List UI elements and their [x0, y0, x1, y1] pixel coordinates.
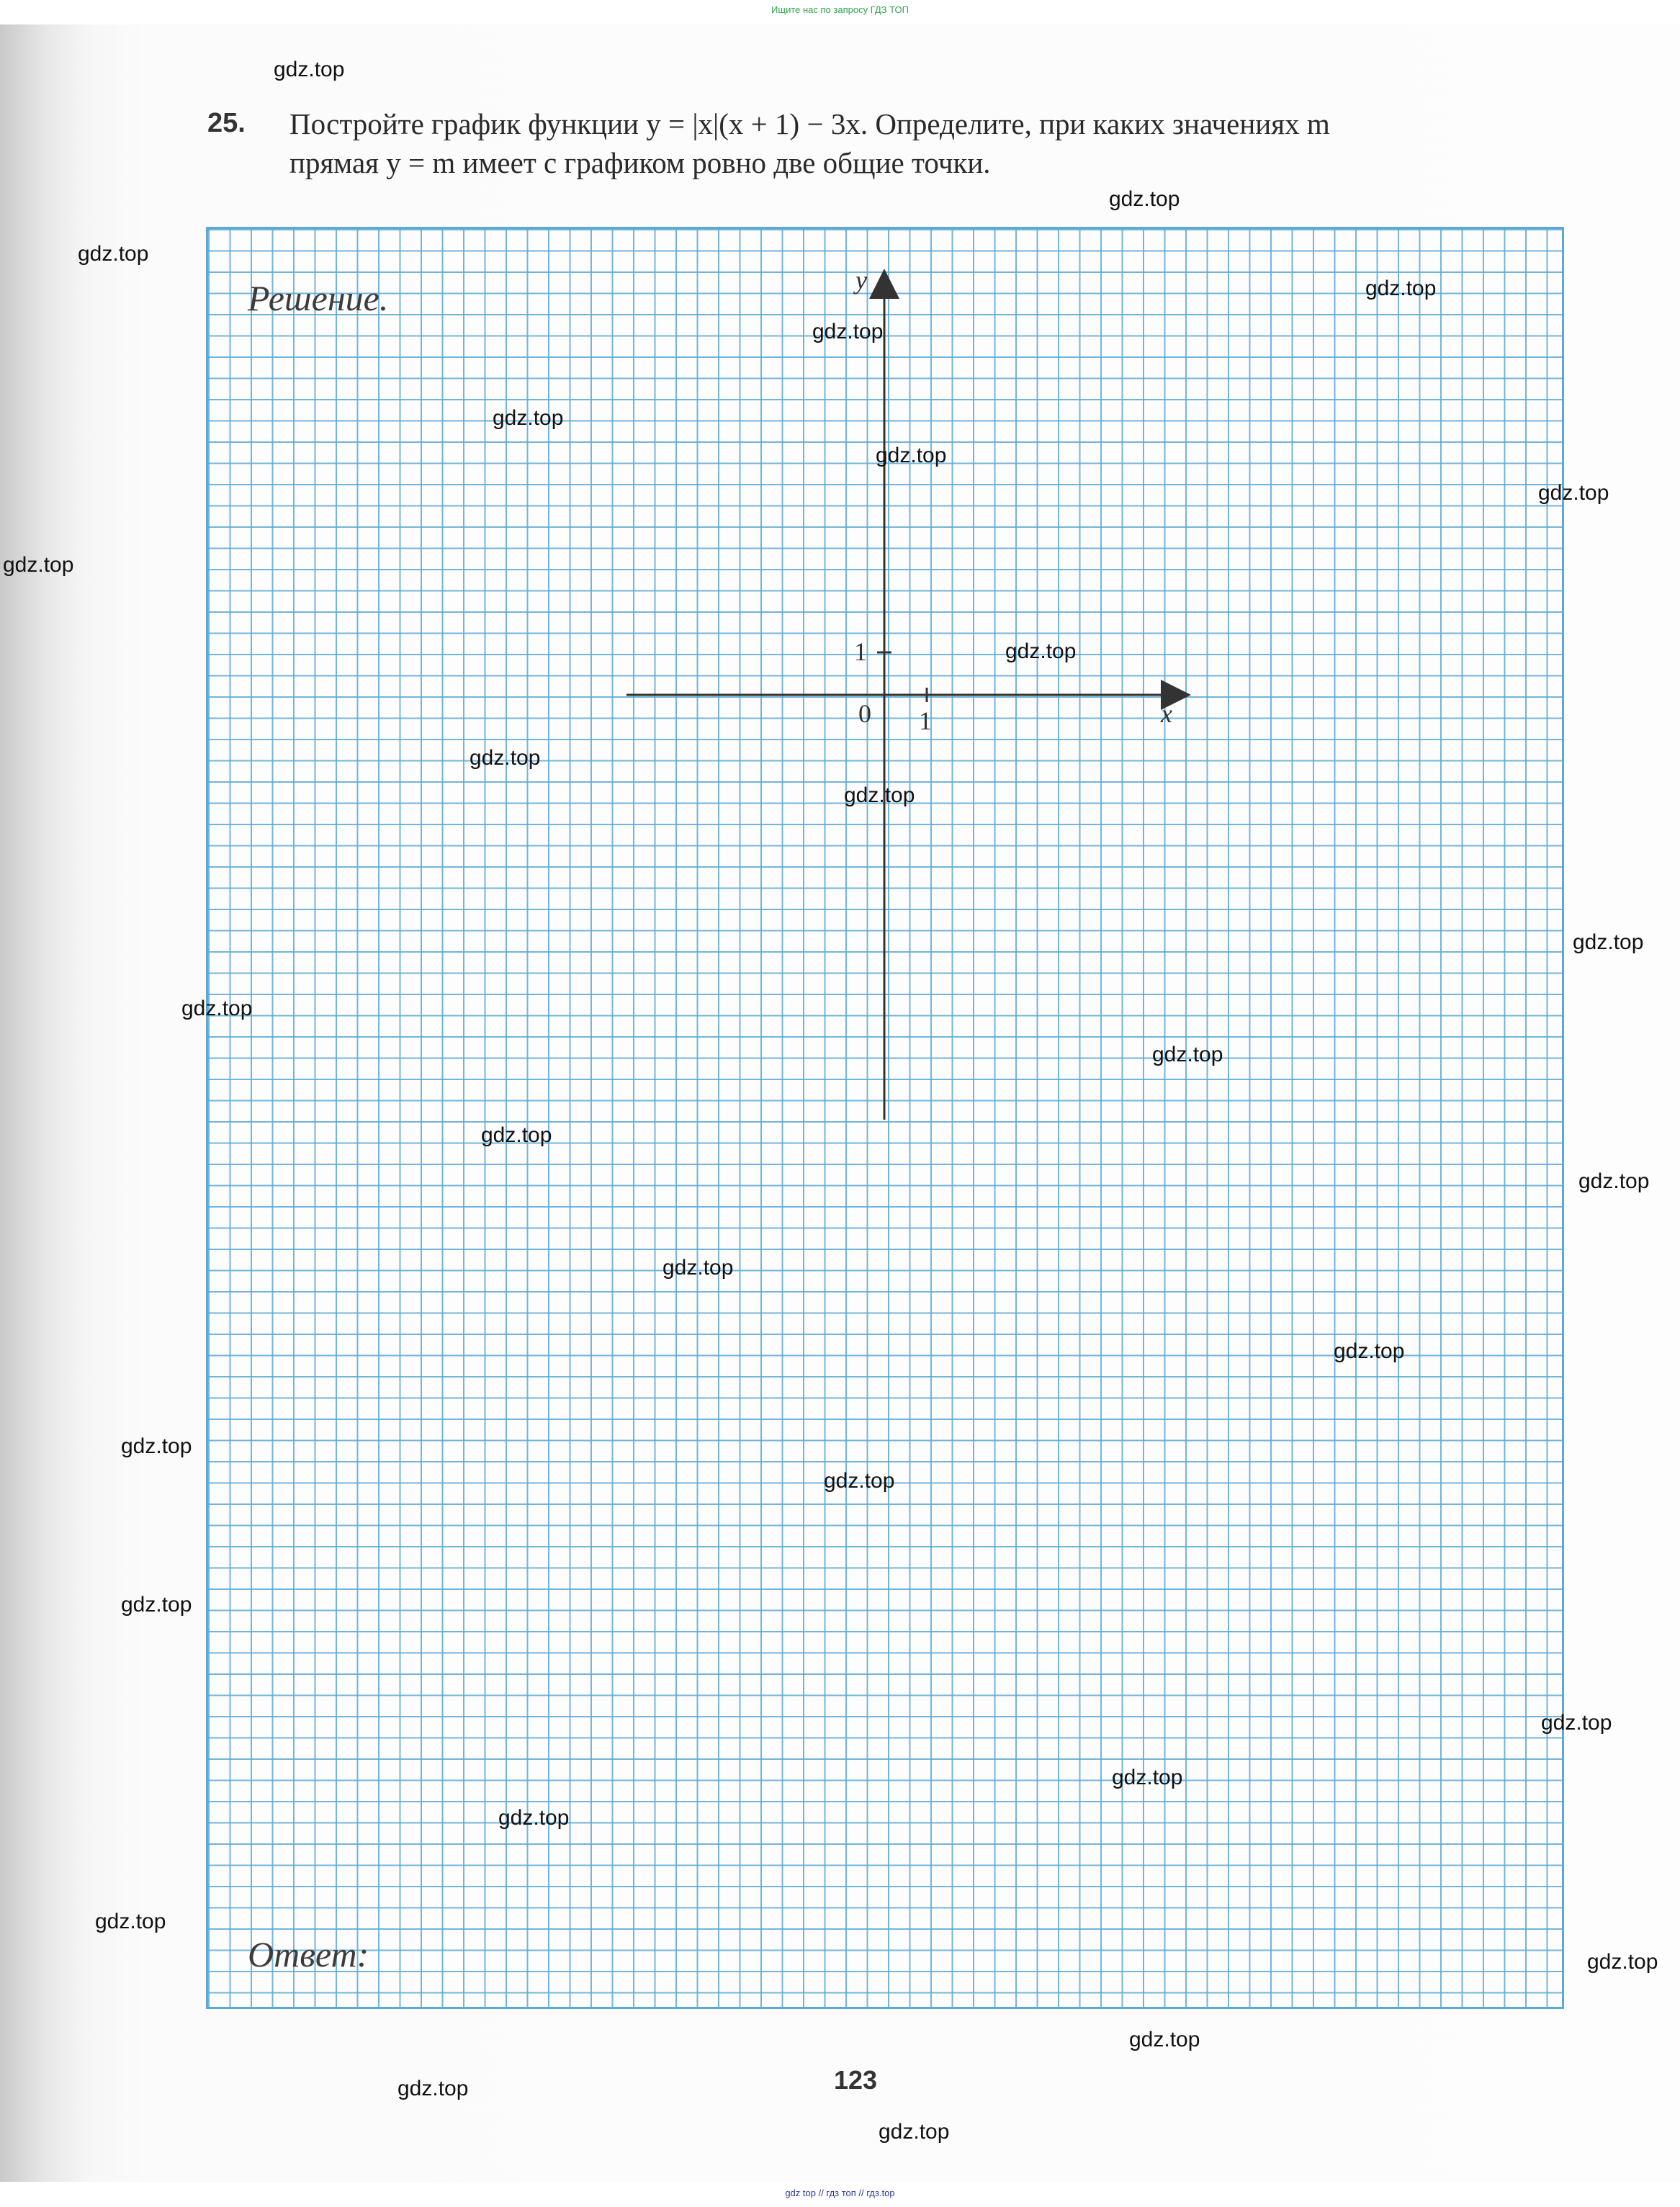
watermark: gdz.top	[78, 242, 149, 266]
watermark: gdz.top	[1538, 481, 1609, 505]
watermark: gdz.top	[1573, 930, 1644, 954]
watermark: gdz.top	[1109, 187, 1180, 211]
watermark: gdz.top	[481, 1123, 552, 1147]
watermark: gdz.top	[3, 553, 74, 577]
watermark: gdz.top	[662, 1256, 734, 1280]
watermark: gdz.top	[397, 2077, 469, 2100]
page-number: 123	[834, 2065, 878, 2095]
watermark: gdz.top	[498, 1806, 570, 1830]
problem-text-line-2: прямая y = m имеет с графиком ровно две общие точки.	[289, 146, 991, 179]
watermark: gdz.top	[876, 444, 947, 467]
watermark: gdz.top	[121, 1434, 192, 1458]
y-axis-label: y	[855, 266, 867, 295]
watermark: gdz.top	[824, 1469, 895, 1493]
watermark: gdz.top	[1541, 1711, 1612, 1735]
watermark: gdz.top	[879, 2120, 950, 2144]
watermark: gdz.top	[812, 320, 884, 343]
watermark: gdz.top	[470, 746, 541, 770]
origin-label: 0	[858, 699, 871, 728]
watermark: gdz.top	[274, 58, 345, 81]
watermark: gdz.top	[181, 997, 253, 1020]
watermark: gdz.top	[121, 1593, 192, 1617]
x-axis-label: x	[1161, 699, 1172, 728]
x-unit-label: 1	[919, 706, 932, 735]
watermark: gdz.top	[844, 783, 915, 807]
problem-text-line-1: Постройте график функции y = |x|(x + 1) − 3x. Определите, при каких значениях m	[289, 107, 1330, 140]
solution-label: Решение.	[248, 278, 389, 318]
watermark: gdz.top	[1578, 1169, 1650, 1193]
bottom-banner: gdz top // гдз топ // гдз.top	[785, 2188, 895, 2198]
watermark: gdz.top	[1112, 1766, 1183, 1789]
watermark: gdz.top	[1587, 1950, 1658, 1974]
watermark: gdz.top	[1005, 639, 1077, 663]
problem-number: 25.	[207, 108, 246, 138]
watermark: gdz.top	[95, 1910, 166, 1933]
answer-label: Ответ:	[248, 1934, 369, 1974]
y-unit-label: 1	[854, 637, 867, 666]
watermark: gdz.top	[1365, 277, 1437, 300]
watermark: gdz.top	[493, 406, 564, 430]
top-banner: Ищите нас по запросу ГДЗ ТОП	[771, 4, 909, 15]
watermark: gdz.top	[1334, 1339, 1405, 1363]
watermark: gdz.top	[1152, 1043, 1223, 1066]
watermark: gdz.top	[1129, 2028, 1200, 2051]
